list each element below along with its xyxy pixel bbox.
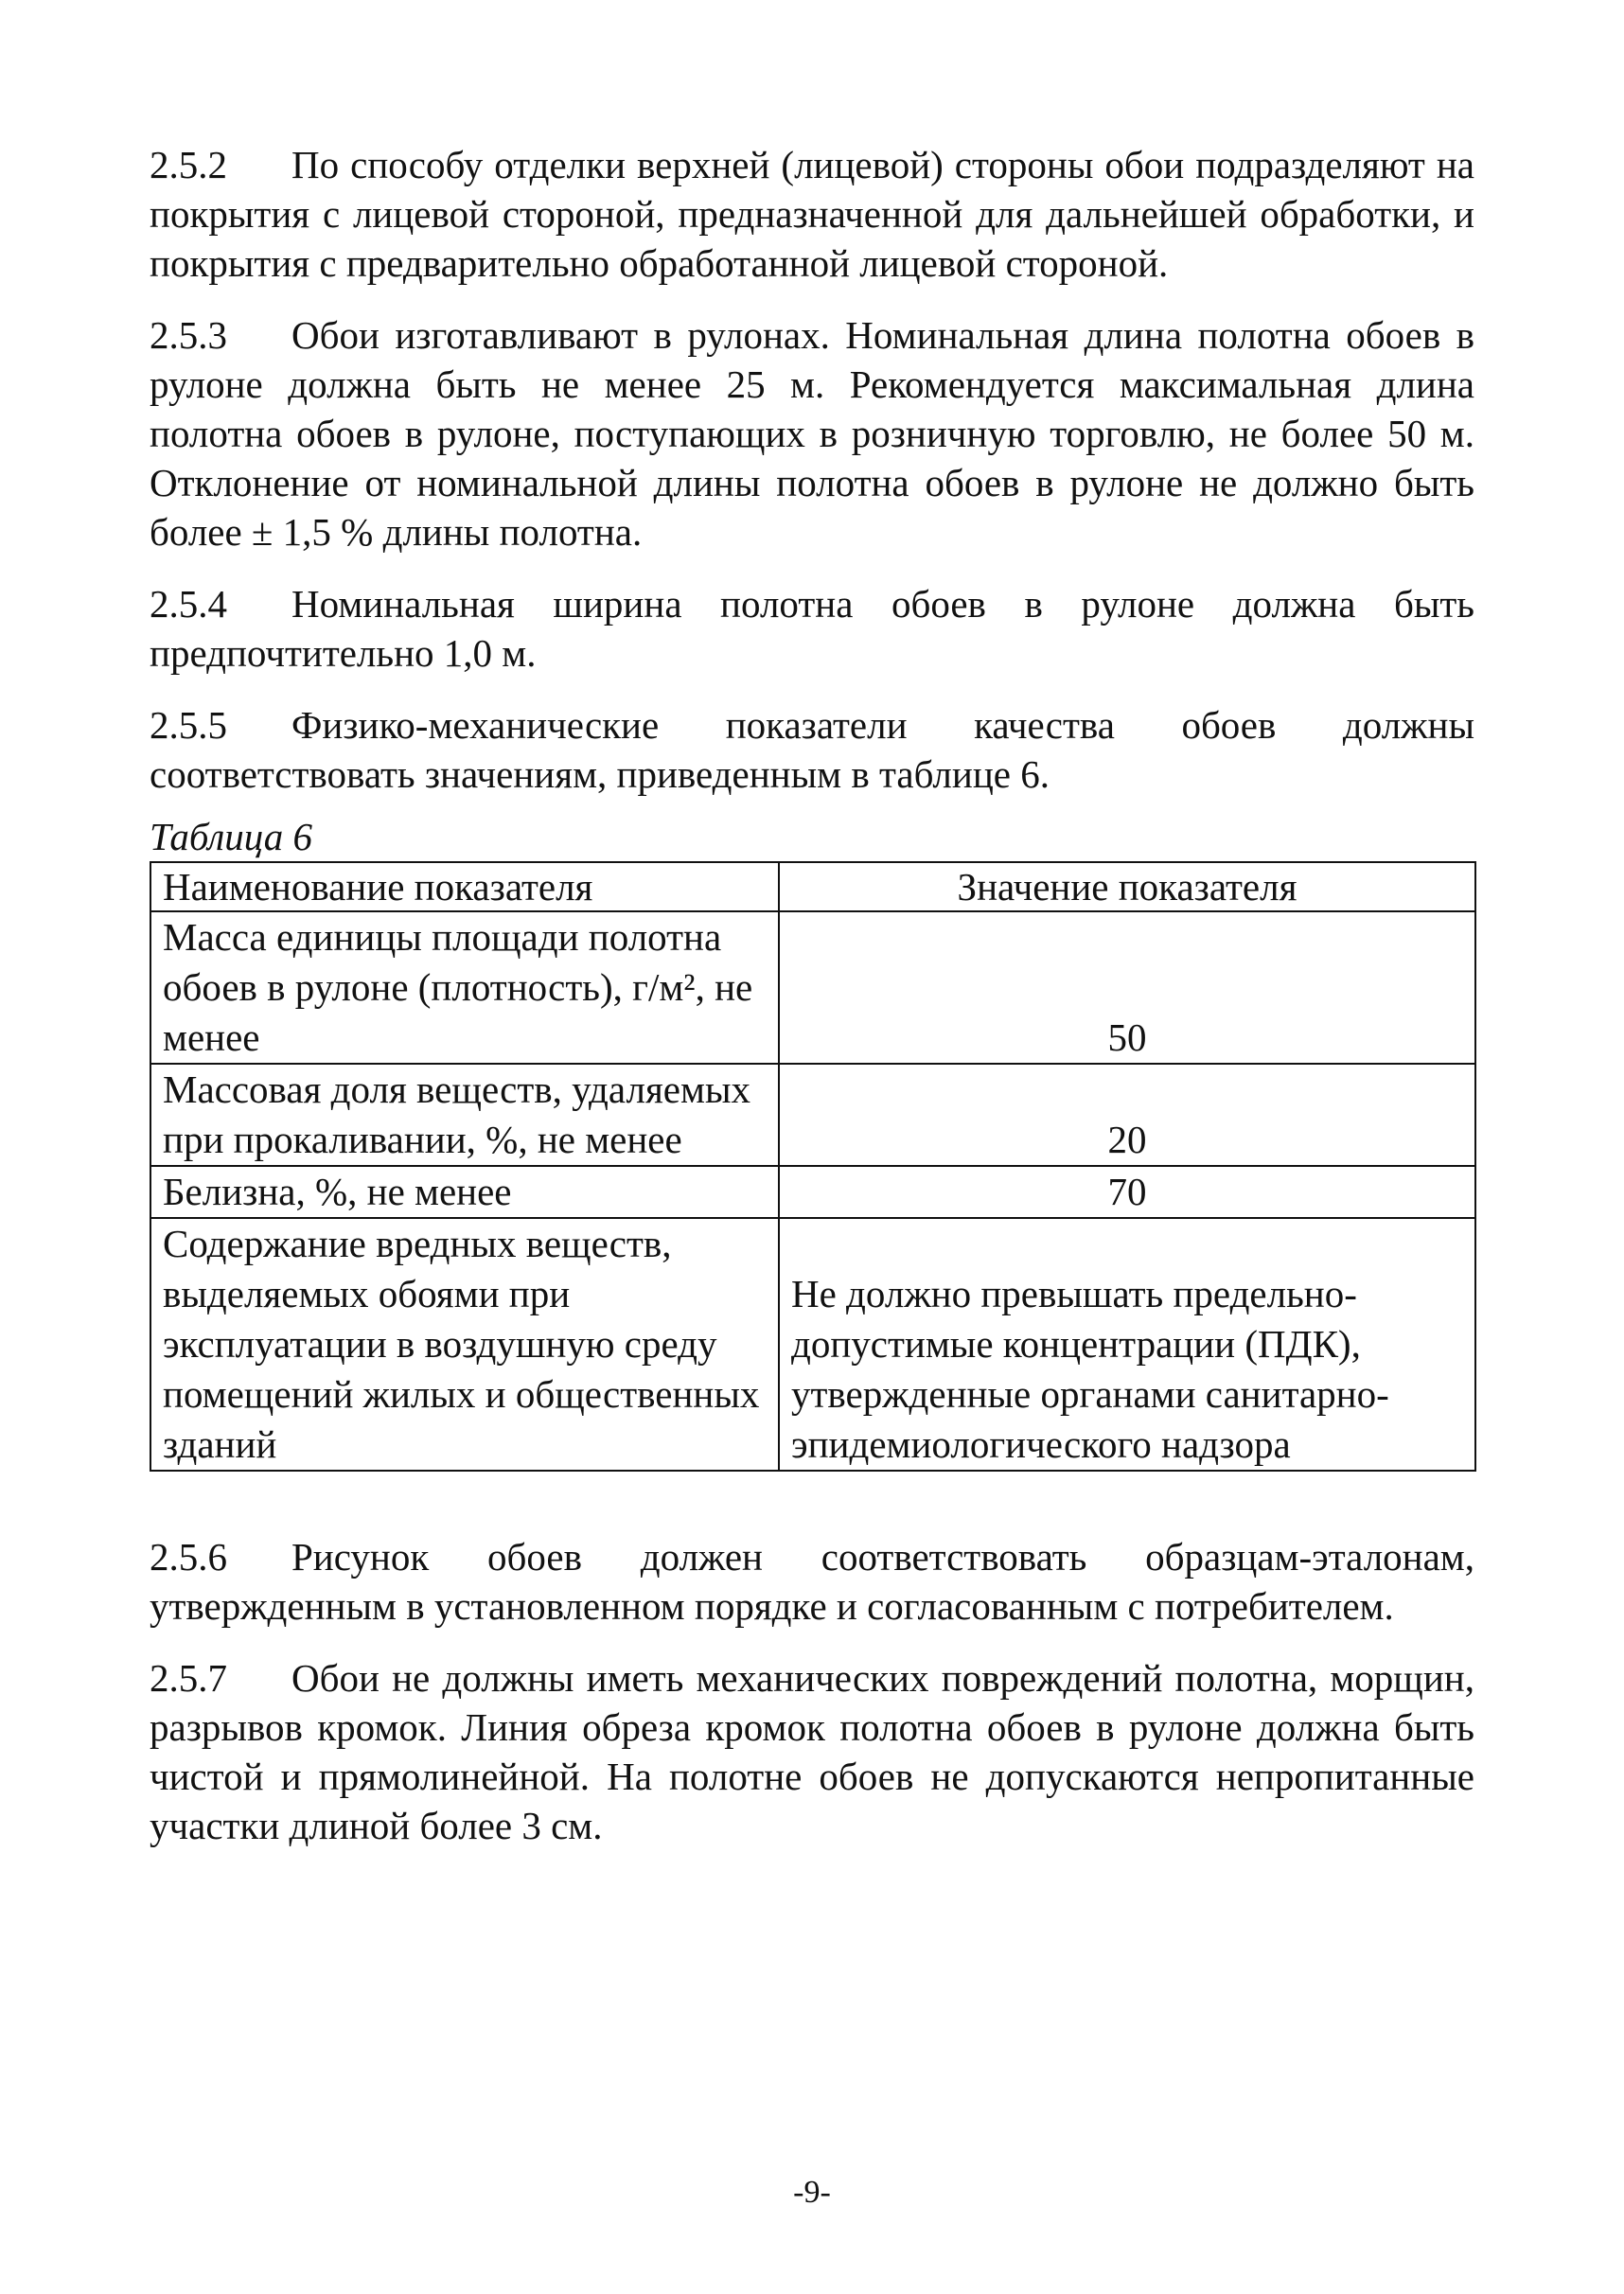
table-header-row [150,862,1475,911]
paragraph-2-5-7 [150,1653,1474,1850]
paragraph-text: Физико-механические показатели качества обоев должны соответствовать значениям, приведенным в таблице 6. [150,703,1474,796]
row-value: 70 [779,1166,1475,1218]
paragraph-number: 2.5.2 [150,143,227,186]
paragraph-number: 2.5.7 [150,1656,227,1700]
row-value: 50 [779,911,1475,1064]
header-name: Наименование показателя [150,862,779,911]
paragraph-2-5-5 [150,700,1474,799]
paragraph-text: Рисунок обоев должен соответствовать образцам-эталонам, утвержденным в установленном порядке и согласованным с потребителем. [150,1535,1474,1628]
paragraph-2-5-2 [150,140,1474,288]
paragraph-text: По способу отделки верхней (лицевой) стороны обои подразделяют на покрытия с лицевой стороной, предназначенной для дальнейшей обработки, и покрытия с предварительно обработанной лицевой стороной. [150,143,1474,285]
row-name: Белизна, %, не менее [150,1166,779,1218]
table-row [150,911,1475,1064]
specification-table [150,861,1476,1472]
paragraph-2-5-4 [150,579,1474,678]
paragraph-number: 2.5.3 [150,313,227,357]
paragraph-text: Обои не должны иметь механических повреждений полотна, морщин, разрывов кромок. Линия обреза кромок полотна обоев в рулоне должна быть чистой и прямолинейной. На полотне обоев не допускаются непропитанные участки длиной более 3 см. [150,1656,1474,1847]
table-row [150,1064,1475,1166]
lower-paragraphs [150,1532,1474,1850]
paragraph-number: 2.5.4 [150,582,227,626]
row-name: Содержание вредных веществ, выделяемых обоями при эксплуатации в воздушную среду помещений жилых и общественных зданий [150,1218,779,1471]
row-name: Масса единицы площади полотна обоев в рулоне (плотность), г/м², не менее [150,911,779,1064]
header-value: Значение показателя [779,862,1475,911]
row-value: 20 [779,1064,1475,1166]
page-number: -9- [793,2175,831,2210]
paragraph-text: Обои изготавливают в рулонах. Номинальная длина полотна обоев в рулоне должна быть не менее 25 м. Рекомендуется максимальная длина полотна обоев в рулоне, поступающих в розничную торговлю, не более 50 м. Отклонение от номинальной длины полотна обоев в рулоне не должно быть более ± 1,5 % длины полотна. [150,313,1474,554]
table-row [150,1166,1475,1218]
table-caption: Таблица 6 [150,815,313,858]
paragraph-text: Номинальная ширина полотна обоев в рулоне должна быть предпочтительно 1,0 м. [150,582,1474,675]
row-value: Не должно превышать предельно-допустимые концентрации (ПДК), утвержденные органами санитарно-эпидемиологического надзора [779,1218,1475,1471]
paragraph-2-5-6 [150,1532,1474,1631]
paragraph-number: 2.5.6 [150,1535,227,1579]
document-page [150,140,1474,1850]
paragraph-2-5-3 [150,310,1474,556]
paragraph-number: 2.5.5 [150,703,227,747]
row-name: Массовая доля веществ, удаляемых при прокаливании, %, не менее [150,1064,779,1166]
table-row [150,1218,1475,1471]
